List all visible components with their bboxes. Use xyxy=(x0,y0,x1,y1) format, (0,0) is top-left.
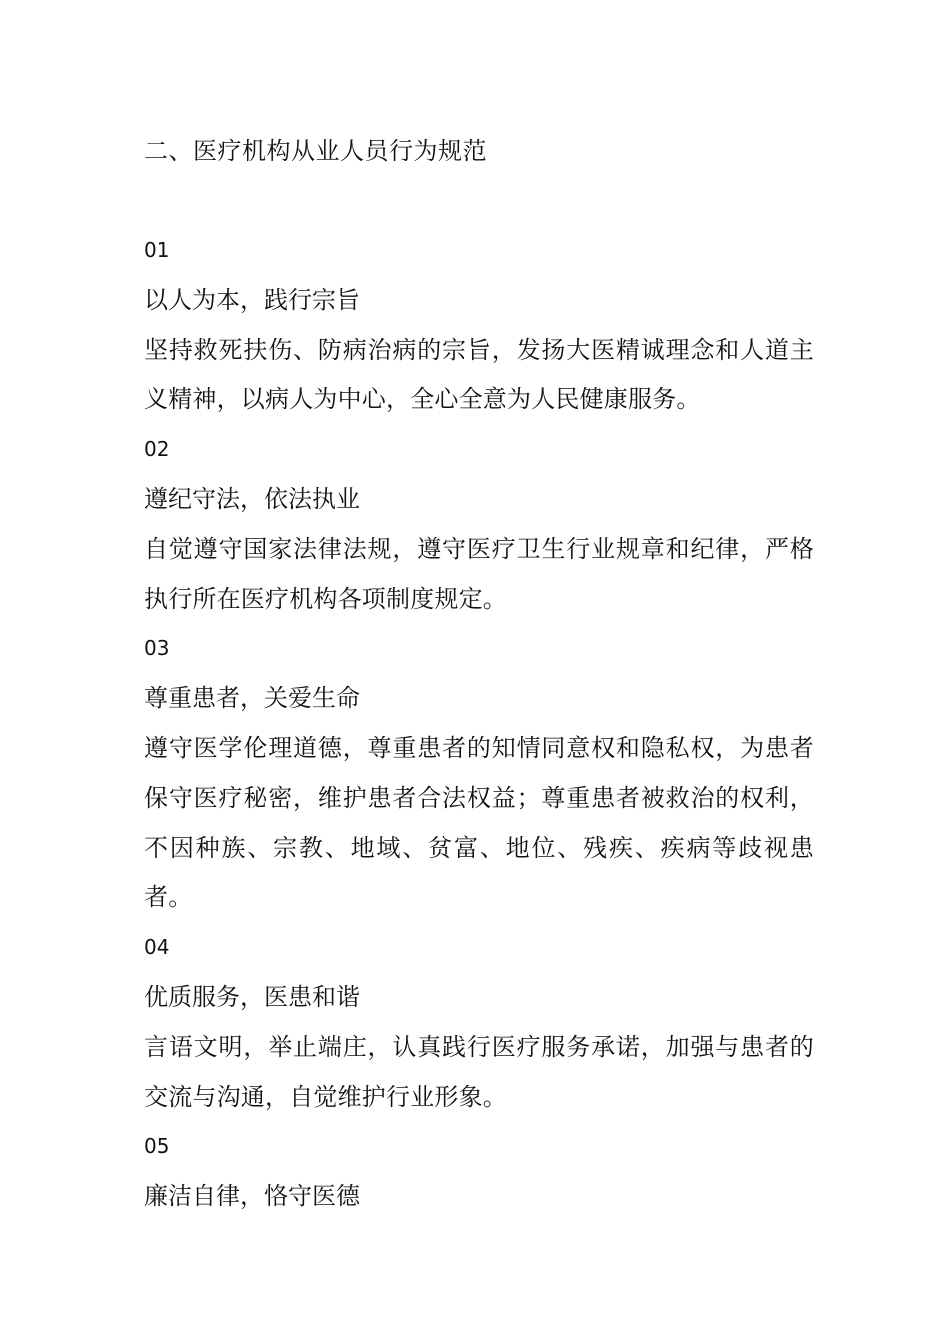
item-number: 01 xyxy=(144,238,170,262)
item-heading: 尊重患者，关爱生命 xyxy=(144,684,360,713)
item-heading: 遵纪守法，依法执业 xyxy=(144,484,360,513)
norm-item-01 xyxy=(144,226,814,425)
document-page xyxy=(144,128,814,1222)
norm-item-02 xyxy=(144,425,814,624)
section-title: 二、医疗机构从业人员行为规范 xyxy=(144,137,487,165)
item-number: 03 xyxy=(144,636,170,661)
item-body: 遵守医学伦理道德，尊重患者的知情同意权和隐私权，为患者保守医疗秘密，维护患者合法权益；尊重患者被救治的权利，不因种族、宗教、地域、贫富、地位、残疾、疾病等歧视患者。 xyxy=(144,733,814,912)
norm-item-03 xyxy=(144,624,814,923)
item-number: 02 xyxy=(144,437,170,462)
norm-item-05 xyxy=(144,1122,814,1222)
item-body: 自觉遵守国家法律法规，遵守医疗卫生行业规章和纪律，严格执行所在医疗机构各项制度规定。 xyxy=(144,534,814,613)
item-body: 言语文明，举止端庄，认真践行医疗服务承诺，加强与患者的交流与沟通，自觉维护行业形象。 xyxy=(144,1032,814,1111)
norm-item-04 xyxy=(144,923,814,1122)
item-heading: 优质服务，医患和谐 xyxy=(144,982,360,1011)
item-number: 04 xyxy=(144,935,170,960)
item-number: 05 xyxy=(144,1134,170,1159)
item-heading: 廉洁自律，恪守医德 xyxy=(144,1182,360,1211)
item-heading: 以人为本，践行宗旨 xyxy=(144,285,360,314)
item-body: 坚持救死扶伤、防病治病的宗旨，发扬大医精诚理念和人道主义精神，以病人为中心，全心全意为人民健康服务。 xyxy=(144,335,814,414)
